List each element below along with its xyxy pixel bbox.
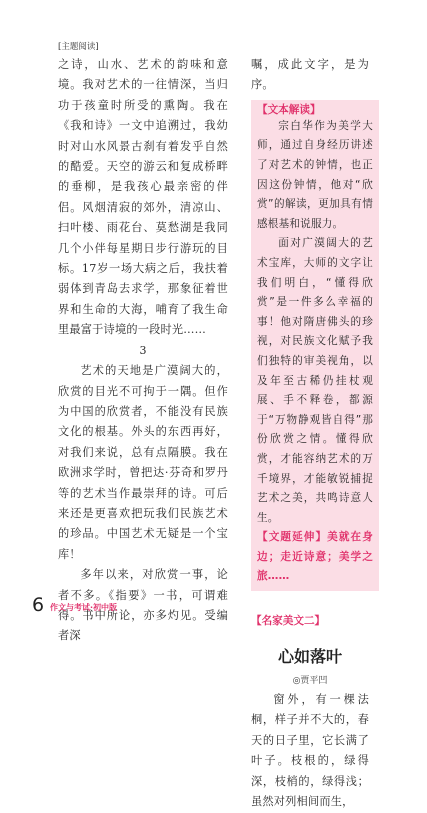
extension-label: 【文题延伸】 xyxy=(257,531,328,544)
extension-text: 美就在身边；走近诗意；美学之旅…… xyxy=(257,531,373,583)
essay-author: ◎贾平凹 xyxy=(292,676,328,687)
analysis-label: 【文本解读】 xyxy=(257,103,321,116)
page-number: 6 xyxy=(32,594,45,616)
paragraph-1: 之诗，山水、艺术的韵味和意境。我对艺术的一往情深，当归功于孩童时所受的熏陶。我在《我和诗》一文中追溯过，我幼时对山水风景古刹有着发乎自然的酷爱。天空的游云和复成桥畔的垂柳，是我孩心最亲密的伴侣。风烟清寂的郊外，清凉山、扫叶楼、雨花台、莫愁湖是我同几个小伴每星期日步行游玩的目标。17岁一场大病之后，我扶着弱体到青岛去求学，那象征着世界和生命的大海，哺育了我生命里最富于诗境的一段时光…… xyxy=(58,58,228,337)
section-header-tag: [主题阅读] xyxy=(58,42,99,52)
analysis-paragraph-1: 宗白华作为美学大师，通过自身经历讲述了对艺术的钟情，也正因这份钟情，他对“欣赏”的解读，更加具有情感根基和说服力。 xyxy=(257,119,373,230)
essay-body: 窗外，有一棵法桐，样子并不大的，春天的日子里，它长满了叶子。枝根的，绿得深，枝梢的，绿得浅；虽然对列相间而生， xyxy=(251,693,369,809)
magazine-name: 作文与考试·初中版 xyxy=(50,603,118,612)
section-number: 3 xyxy=(139,343,147,357)
famous-essay-tag: 【名家美文二】 xyxy=(251,615,326,628)
left-column xyxy=(58,55,228,647)
paragraph-2: 艺术的天地是广漠阔大的，欣赏的目光不可拘于一隅。但作为中国的欣赏者，不能没有民族文化的根基。外头的东西再好，对我们来说，总有点隔膜。我在欧洲求学时，曾把达·芬奇和罗丹等的艺术当作最崇拜的诗。可后来还是更喜欢把玩我们民族艺术的珍品。中国艺术无疑是一个宝库！ xyxy=(58,364,228,561)
extension-line xyxy=(257,528,373,587)
right-column xyxy=(251,55,373,813)
paragraph-end: 嘱，成此文字，是为序。 xyxy=(251,58,369,92)
essay-title: 心如落叶 xyxy=(277,647,342,667)
analysis-box xyxy=(251,100,379,591)
analysis-paragraph-2: 面对广漠阔大的艺术宝库，大师的文字让我们明白，“懂得欣赏”是一件多么幸福的事！他对隋唐佛头的珍视，对民族文化赋予我们独特的审美视角，以及年至古稀仍挂杖观展、手不释卷，都源于“万物静观皆自得”那份欣赏之情。懂得欣赏，才能容纳艺术的万千境界，才能敏锐捕捉艺术之美，共鸣诗意人生。 xyxy=(257,237,373,524)
paragraph-3: 多年以来，对欣赏一事，论者不多。《指要》一书，可谓难得。书中所论，亦多灼见。受编者深 xyxy=(58,568,228,643)
